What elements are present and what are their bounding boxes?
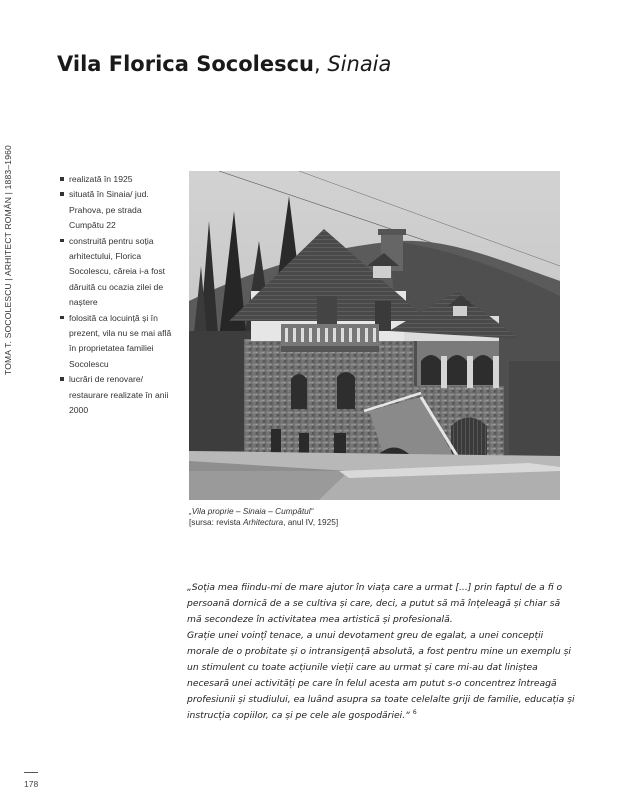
quote-paragraph-1: „Soția mea fiindu-mi de mare ajutor în viața care a urmat [...] prin faptul de a fi o persoană dornică de a se cultiva și care, deci, a putut să mă înțeleagă și chiar să mă secondeze în activitatea mea artistică și profesională. (187, 582, 563, 625)
photo-caption (189, 506, 569, 528)
fact-item: situată în Sinaia/ jud. Prahova, pe strada Cumpătu 22 (60, 187, 178, 233)
facts-list (60, 172, 178, 419)
caption-source (189, 517, 569, 528)
fact-item: realizată în 1925 (60, 172, 178, 187)
page-title (57, 52, 391, 76)
quote-block (187, 580, 577, 724)
quote-paragraph-2-text: Grație unei voințî tenace, a unui devotament greu de egalat, a unei concepții morale de o probitate și o intransigență absolută, a fost pentru mine un exemplu și un stimulent cu toate acțiunile vieții care au urmat și care mi-au dat liniștea necesară unei activități pe care în felul acesta am putut s-o concentrez întreagă profesiunii și studiului, ea luând asupra sa toate celelalte griji de familie, educația și instrucția copiilor, ca și pe cele ale gospodăriei.“ (187, 630, 575, 721)
page-number: 178 (24, 779, 39, 789)
caption-source-journal: Arhitectura (242, 517, 284, 527)
caption-source-prefix: [sursa: revista (189, 517, 243, 527)
running-head (0, 145, 20, 375)
page-number-rule (24, 772, 38, 773)
fact-item: folosită ca locuință și în prezent, vila nu se mai află în proprietatea familiei Socolescu (60, 311, 178, 373)
fact-item: lucrări de renovare/ restaurare realizate în anii 2000 (60, 372, 178, 418)
villa-photo (189, 171, 560, 500)
caption-title: „Vila proprie – Sinaia – Cumpătul“ (189, 506, 314, 516)
title-city: Sinaia (327, 52, 392, 76)
quote-paragraph-2 (187, 628, 577, 724)
title-main: Vila Florica Socolescu (57, 52, 314, 76)
footnote-marker: 6 (412, 708, 417, 716)
title-separator: , (313, 52, 328, 76)
running-head-text: TOMA T. SOCOLESCU | ARHITECT ROMÂN | 1883–1960 (3, 145, 13, 375)
caption-source-suffix: , anul IV, 1925] (283, 517, 339, 527)
fact-item: construită pentru soția arhitectului, Florica Socolescu, căreia i-a fost dăruită cu ocazia zilei de naștere (60, 234, 178, 311)
